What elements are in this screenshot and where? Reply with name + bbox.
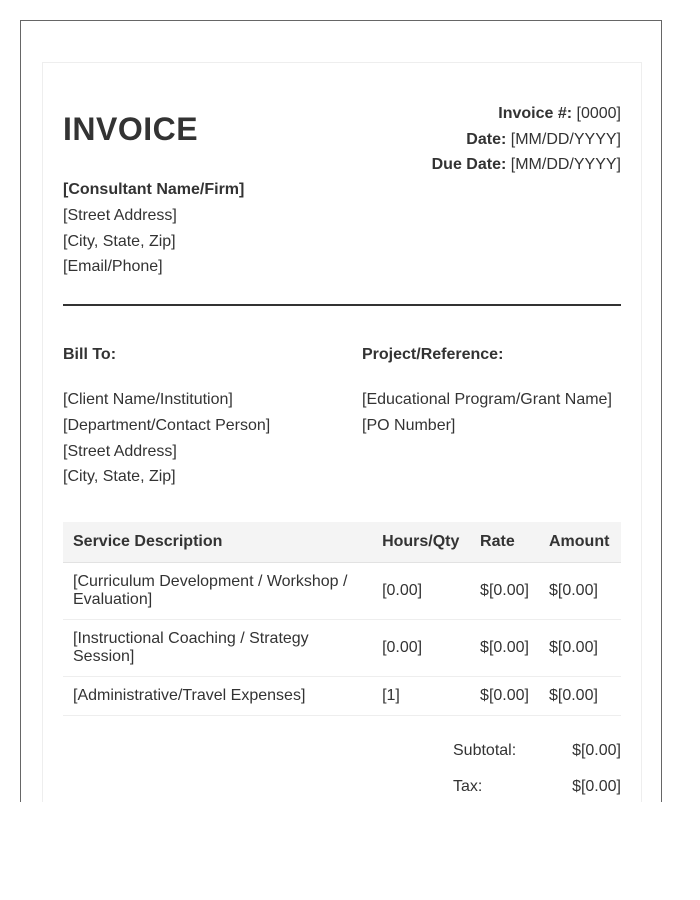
invoice-meta bbox=[432, 101, 621, 178]
subtotal-label: Subtotal: bbox=[453, 742, 517, 759]
service-description bbox=[63, 619, 372, 676]
invoice-number-label: Invoice #: bbox=[498, 105, 573, 122]
hours-qty-cell: [0.00] bbox=[372, 562, 470, 619]
bill-to-heading: Bill To: bbox=[63, 346, 117, 363]
table-row bbox=[63, 676, 621, 715]
bill-to-line: [City, State, Zip] bbox=[63, 468, 176, 486]
service-description: [Administrative/Travel Expenses] bbox=[63, 676, 372, 715]
bill-to-line: [Client Name/Institution] bbox=[63, 391, 233, 408]
project-line: [PO Number] bbox=[362, 416, 456, 434]
project-heading: Project/Reference: bbox=[362, 346, 504, 363]
table-row bbox=[63, 562, 621, 619]
rate-cell: $[0.00] bbox=[470, 562, 539, 619]
sender-name: [Consultant Name/Firm] bbox=[63, 181, 245, 198]
tax-value: $[0.00] bbox=[572, 778, 621, 795]
header-hours-qty: Hours/Qty bbox=[372, 522, 470, 562]
hours-qty-cell: [0.00] bbox=[372, 619, 470, 676]
services-table bbox=[63, 522, 621, 716]
sender-contact: [Email/Phone] bbox=[63, 258, 163, 276]
service-description bbox=[63, 562, 372, 619]
invoice-title: INVOICE bbox=[63, 111, 199, 147]
invoice-date-value: [MM/DD/YYYY] bbox=[510, 130, 621, 148]
bill-to-line: [Street Address] bbox=[63, 442, 177, 460]
description-line: [Curriculum Development / Workshop / bbox=[73, 572, 348, 590]
amount-cell: $[0.00] bbox=[539, 676, 621, 715]
document-frame bbox=[20, 20, 662, 802]
header-description: Service Description bbox=[63, 522, 372, 562]
sender-street: [Street Address] bbox=[63, 206, 177, 224]
header-amount: Amount bbox=[539, 522, 621, 562]
sender-city: [City, State, Zip] bbox=[63, 232, 176, 250]
description-line: Evaluation] bbox=[73, 590, 153, 608]
invoice-number-row bbox=[432, 101, 621, 127]
invoice-date-label: Date: bbox=[466, 130, 507, 148]
table-header-row bbox=[63, 522, 621, 562]
project-line: [Educational Program/Grant Name] bbox=[362, 391, 612, 408]
invoice-date-row bbox=[432, 127, 621, 153]
tax-row bbox=[453, 777, 621, 802]
subtotal-row bbox=[453, 741, 621, 777]
amount-cell: $[0.00] bbox=[539, 619, 621, 676]
due-date-label: Due Date: bbox=[431, 156, 507, 173]
table-row bbox=[63, 619, 621, 676]
bill-to-block bbox=[63, 345, 270, 490]
rate-cell: $[0.00] bbox=[470, 619, 539, 676]
sender-block bbox=[63, 177, 244, 280]
hours-qty-cell: [1] bbox=[372, 676, 470, 715]
due-date-value: [MM/DD/YYYY] bbox=[510, 156, 621, 173]
header-rate: Rate bbox=[470, 522, 539, 562]
header-divider bbox=[63, 304, 621, 306]
project-block bbox=[362, 345, 612, 439]
totals-block bbox=[453, 741, 621, 802]
amount-cell: $[0.00] bbox=[539, 562, 621, 619]
tax-label: Tax: bbox=[453, 778, 483, 795]
invoice-page bbox=[42, 62, 642, 802]
description-line: [Instructional Coaching / Strategy bbox=[73, 629, 309, 647]
subtotal-value: $[0.00] bbox=[572, 742, 621, 759]
due-date-row bbox=[432, 152, 621, 178]
rate-cell: $[0.00] bbox=[470, 676, 539, 715]
bill-to-line: [Department/Contact Person] bbox=[63, 416, 271, 434]
description-line: Session] bbox=[73, 647, 135, 665]
invoice-number-value: [0000] bbox=[576, 105, 621, 122]
